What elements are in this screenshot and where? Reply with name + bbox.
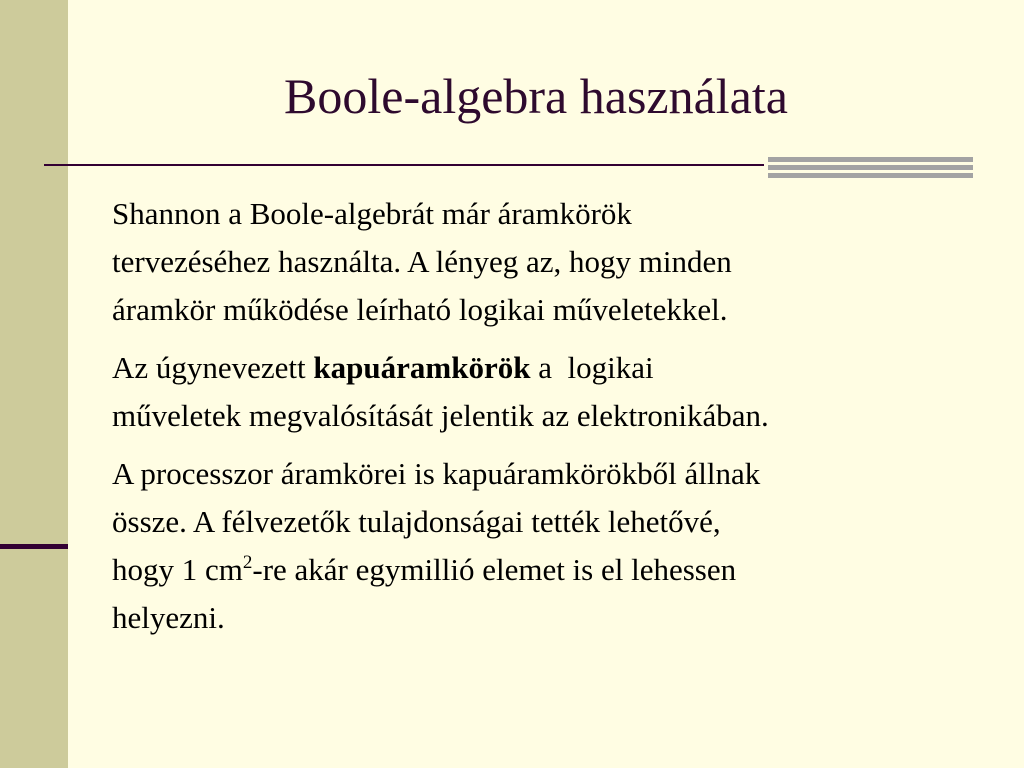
slide-title: Boole-algebra használata — [284, 68, 788, 124]
text-line: áramkör működése leírható logikai műveletekkel. — [112, 292, 728, 327]
left-accent-line — [0, 544, 68, 549]
text-segment: hogy 1 cm — [112, 552, 243, 587]
bold-term-kapuaramkorok: kapuáramkörök — [313, 350, 531, 385]
paragraph-shannon — [112, 190, 992, 334]
left-decorative-band — [0, 0, 68, 768]
paragraph-gates — [112, 344, 992, 440]
text-line: A processzor áramkörei is kapuáramkörökből állnak — [112, 456, 761, 491]
text-line: Shannon a Boole-algebrát már áramkörök — [112, 196, 632, 231]
gray-bar — [768, 157, 973, 162]
text-line: tervezéséhez használta. A lényeg az, hogy minden — [112, 244, 732, 279]
text-line: össze. A félvezetők tulajdonságai tették lehetővé, — [112, 504, 721, 539]
gray-bar — [768, 173, 973, 178]
slide-body — [112, 190, 992, 652]
paragraph-processor — [112, 450, 992, 642]
text-segment: -re akár egymillió elemet is el lehessen — [252, 552, 737, 587]
text-segment: a logikai — [530, 350, 654, 385]
text-segment: Az úgynevezett — [112, 350, 314, 385]
text-line: helyezni. — [112, 600, 225, 635]
text-line: műveletek megvalósítását jelentik az elektronikában. — [112, 398, 769, 433]
title-divider-line — [44, 164, 764, 166]
gray-bar — [768, 165, 973, 170]
superscript: 2 — [242, 552, 253, 573]
decorative-gray-bars — [768, 157, 973, 179]
